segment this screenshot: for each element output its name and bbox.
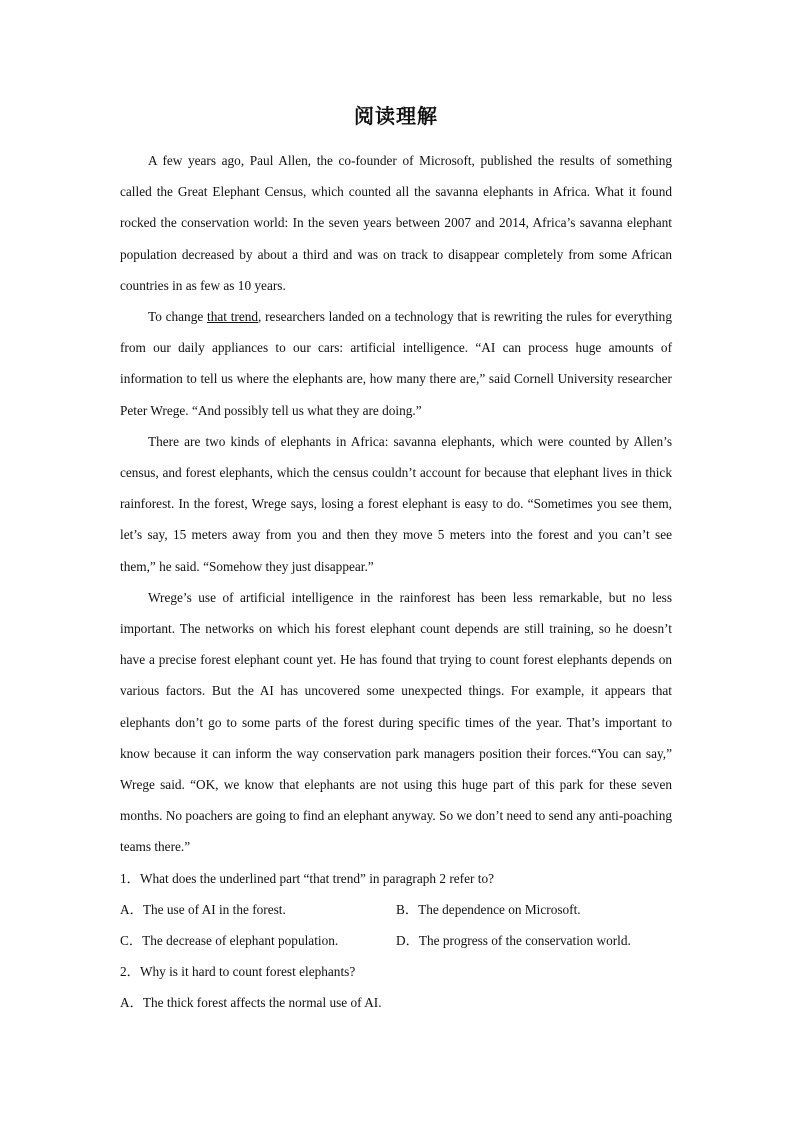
question-2-stem: 2．Why is it hard to count forest elephants? [120, 964, 356, 980]
question-2-option-a: A．The thick forest affects the normal use of AI. [120, 995, 382, 1011]
question-1-options-row-2 [120, 925, 672, 956]
passage-paragraph-2 [120, 301, 672, 426]
question-1-stem: 1．What does the underlined part “that trend” in paragraph 2 refer to? [120, 870, 495, 886]
passage-paragraph-4: Wrege’s use of artificial intelligence in the rainforest has been less remarkable, but no less important. The networks on which his forest elephant count depends are still training, so he doesn’t have a precise forest elephant count yet. He has found that trying to count forest elephants depends on various factors. But the AI has uncovered some unexpected things. For example, it appears that elephants don’t go to some parts of the forest during specific times of the year. That’s important to know because it can inform the way conservation park managers position their forces.“You can say,” Wrege said. “OK, we know that elephants are not using this huge part of this park for these seven months. No poachers are going to find an elephant anyway. So we don’t need to send any anti-poaching teams there.” [120, 589, 672, 855]
question-1-options-row-1 [120, 894, 672, 925]
paragraph-2-lead: To change [148, 309, 208, 325]
paragraph-2-rest: , researchers landed on a technology that is rewriting the rules for everything from our daily appliances to our cars: artificial intelligence. “AI can process huge amounts of information to tell us where the elephants are, how many there are,” said Cornell University researcher Peter Wrege. “And possibly tell us what they are doing.” [120, 309, 672, 418]
document-page [120, 100, 672, 1019]
question-2-options-row-1 [120, 987, 672, 1018]
passage-paragraph-1: A few years ago, Paul Allen, the co-founder of Microsoft, published the results of something called the Great Elephant Census, which counted all the savanna elephants in Africa. What it found rocked the conservation world: In the seven years between 2007 and 2014, Africa’s savanna elephant population decreased by about a third and was on track to disappear completely from some African countries in as few as 10 years. [120, 153, 672, 293]
page-title: 阅读理解 [354, 104, 438, 128]
question-1-option-c: C．The decrease of elephant population. [120, 933, 339, 949]
question-1-option-d: D．The progress of the conservation world. [396, 933, 631, 949]
passage-paragraph-3: There are two kinds of elephants in Africa: savanna elephants, which were counted by Allen’s census, and forest elephants, which the census couldn’t account for because that elephant lives in thick rainforest. In the forest, Wrege says, losing a forest elephant is easy to do. “Sometimes you see them, let’s say, 15 meters away from you and then they move 5 meters into the forest and you can’t see them,” he said. “Somehow they just disappear.” [120, 433, 672, 574]
question-1-option-a: A．The use of AI in the forest. [120, 901, 286, 917]
question-1-option-b: B．The dependence on Microsoft. [396, 901, 581, 917]
underlined-phrase: that trend [207, 309, 259, 325]
